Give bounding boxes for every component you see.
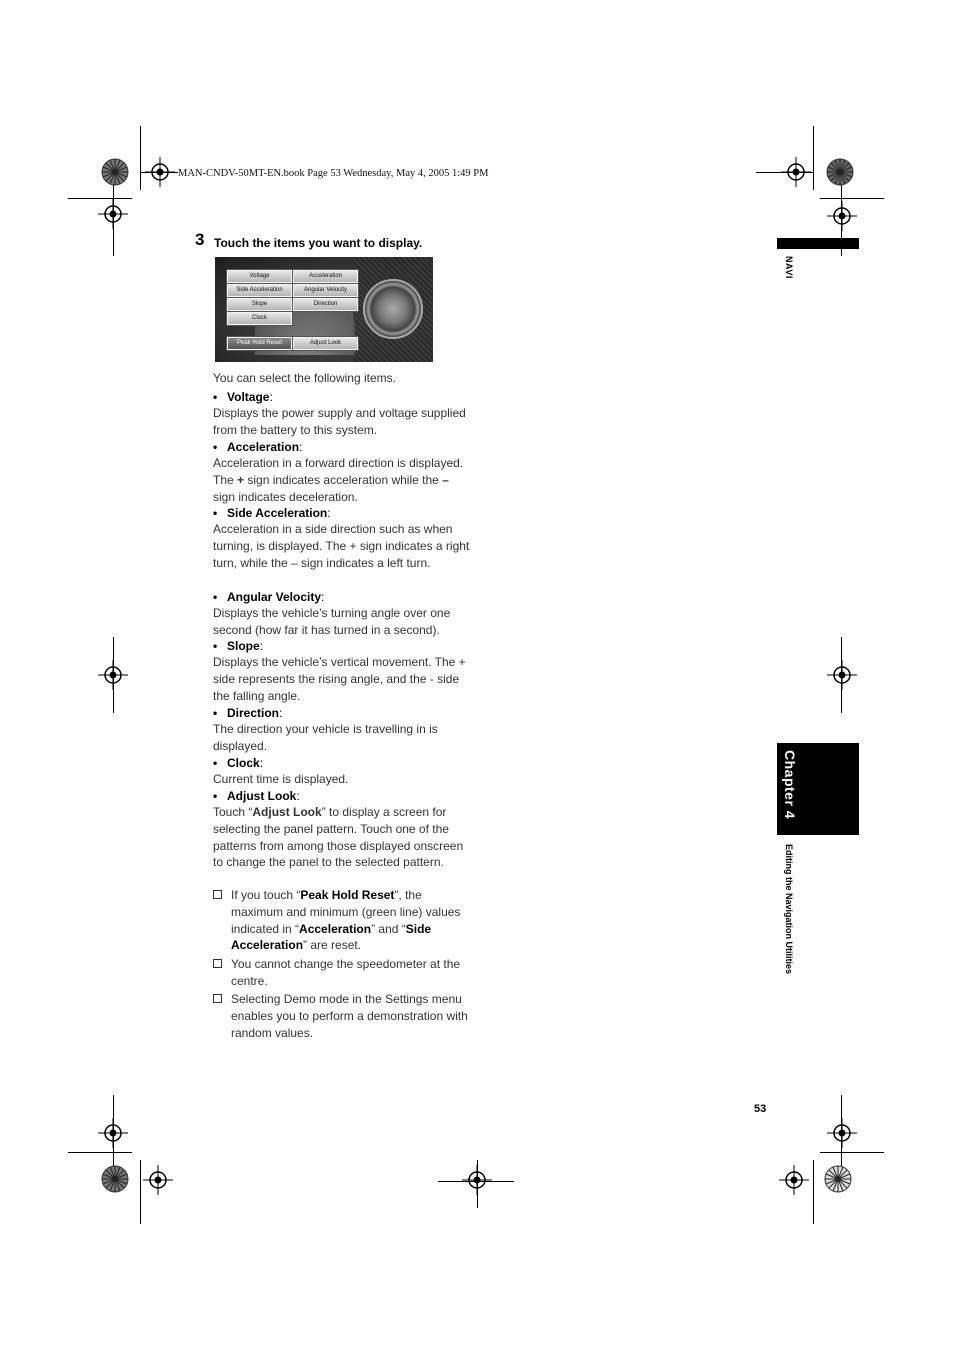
dial-knob-icon [363,279,423,339]
item-label: Acceleration [227,440,300,454]
item-description: Current time is displayed. [213,772,349,786]
voltage-button[interactable]: Voltage [227,270,292,283]
note-item: You cannot change the speedometer at the centre. [213,956,475,990]
adjust-look-button[interactable]: Adjust Look [293,337,358,350]
list-item: • Direction: The direction your vehicle is travelling in is displayed. [213,705,473,755]
item-description: The direction your vehicle is travelling in is displayed. [213,722,438,753]
checkbox-bullet-icon [213,994,222,1003]
item-description: Displays the vehicle’s vertical movement. The + side represents the rising angle, and the - side the falling angle. [213,655,466,703]
page-number: 53 [754,1103,767,1115]
item-label: Side Acceleration [227,506,328,520]
item-label: Direction [227,706,280,720]
list-item: • Voltage: Displays the power supply and voltage supplied from the battery to this system. [213,389,473,439]
list-item: • Side Acceleration: Acceleration in a side direction such as when turning, is displayed. The + sign indicates a right turn, while the – sign indicates a left turn. [213,505,473,571]
side-acceleration-button[interactable]: Side Acceleration [227,284,292,297]
registration-mark-icon [98,199,128,229]
list-item: • Slope: Displays the vehicle’s vertical movement. The + side represents the rising angle, and the - side the falling angle. [213,638,473,704]
item-description: Acceleration in a side direction such as when turning, is displayed. The + sign indicates a right turn, while the – sign indicates a left turn. [213,522,470,570]
direction-button[interactable]: Direction [293,298,358,311]
step-number: 3 [195,230,205,249]
list-item: • Angular Velocity: Displays the vehicle’s turning angle over one second (how far it has turned in a second). [213,589,473,639]
device-screenshot [215,257,433,362]
color-target-icon [101,158,129,186]
item-label: Adjust Look [227,789,297,803]
item-label: Voltage [227,390,270,404]
acceleration-button[interactable]: Acceleration [293,270,358,283]
color-target-icon [826,158,854,186]
item-description: Touch “Adjust Look” to display a screen for selecting the panel pattern. Touch one of the patterns from among those displayed onscreen to change the panel to the selected pattern. [213,805,464,870]
item-description: Displays the vehicle’s turning angle over one second (how far it has turned in a second). [213,606,451,637]
registration-mark-icon [98,1118,128,1148]
checkbox-bullet-icon [213,959,222,968]
registration-mark-icon [781,157,811,187]
peak-hold-reset-button[interactable]: Peak Hold Reset [227,337,292,350]
clock-button[interactable]: Clock [227,312,292,325]
item-label: Slope [227,639,260,653]
registration-mark-icon [779,1165,809,1195]
item-label: Angular Velocity [227,590,322,604]
registration-mark-icon [827,1118,857,1148]
chapter-label: Chapter 4 [782,750,798,820]
checkbox-bullet-icon [213,890,222,899]
angular-velocity-button[interactable]: Angular Velocity [293,284,358,297]
registration-mark-icon [143,1165,173,1195]
step-instruction: Touch the items you want to display. [214,236,423,250]
print-header: MAN-CNDV-50MT-EN.book Page 53 Wednesday, May 4, 2005 1:49 PM [178,168,489,179]
registration-mark-icon [827,660,857,690]
registration-mark-icon [145,157,175,187]
note-item: Selecting Demo mode in the Settings menu enables you to perform a demonstration with random values. [213,991,475,1041]
registration-mark-icon [462,1165,492,1195]
registration-mark-icon [98,660,128,690]
intro-text: You can select the following items. [213,371,396,385]
note-item: If you touch “Peak Hold Reset”, the maximum and minimum (green line) values indicated in “Acceleration” and “Side Acceleration” are reset. [213,887,475,954]
slope-button[interactable]: Slope [227,298,292,311]
item-description: Acceleration in a forward direction is displayed. The + sign indicates acceleration while the – sign indicates deceleration. [213,456,464,504]
item-description: Displays the power supply and voltage supplied from the battery to this system. [213,406,466,437]
list-item: • Acceleration: Acceleration in a forward direction is displayed. The + sign indicates acceleration while the – sign indicates deceleration. [213,439,473,505]
section-label: NAVI [784,256,794,279]
list-item: • Clock: Current time is displayed. [213,755,473,788]
chapter-title: Editing the Navigation Utilities [784,844,794,975]
item-label: Clock [227,756,260,770]
registration-mark-icon [827,201,857,231]
section-tab-bar [777,238,859,249]
list-item: • Adjust Look: Touch “Adjust Look” to display a screen for selecting the panel pattern. Touch one of the patterns from among those displayed onscreen to change the panel to the selected pattern. [213,788,473,871]
color-target-icon [824,1165,852,1193]
color-target-icon [101,1165,129,1193]
